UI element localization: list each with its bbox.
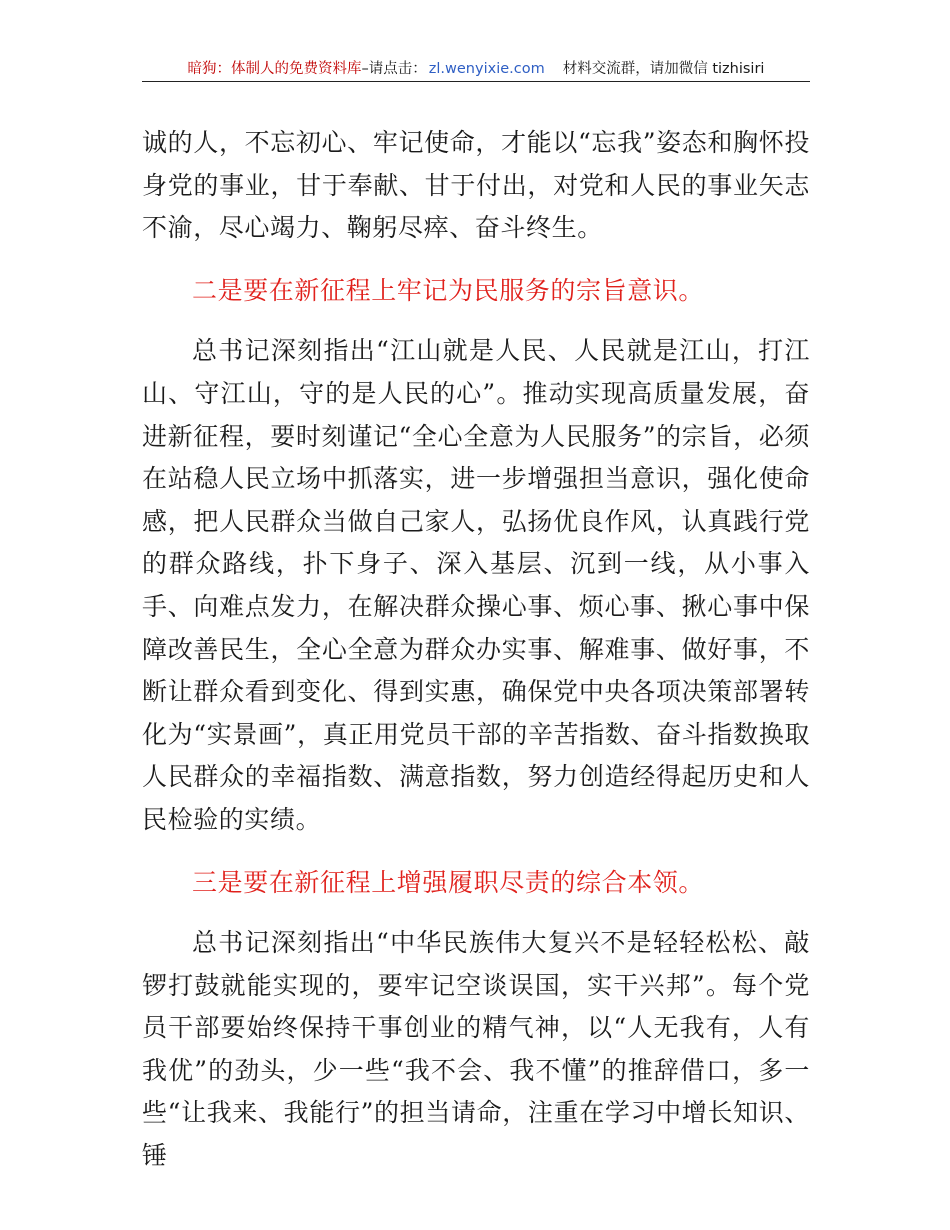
section-heading-2: 二是要在新征程上牢记为民服务的宗旨意识。 — [192, 275, 705, 305]
paragraph-section-2: 总书记深刻指出“江山就是人民、人民就是江山，打江山、守江山，守的是人民的心”。推动实现高质量发展，奋进新征程，要时刻谨记“全心全意为人民服务”的宗旨，必须在站稳人民立场中抓落实，进一步增强担当意识，强化使命感，把人民群众当做自己家人，弘扬优良作风，认真践行党的群众路线，扑下身子、深入基层、沉到一线，从小事入手、向难点发力，在解决群众操心事、烦心事、揪心事中保障改善民生，全心全意为群众办实事、解难事、做好事，不断让群众看到变化、得到实惠，确保党中央各项决策部署转化为“实景画”，真正用党员干部的辛苦指数、奋斗指数换取人民群众的幸福指数、满意指数，努力创造经得起历史和人民检验的实绩。 — [142, 336, 810, 834]
header-prompt: –请点击： — [361, 61, 427, 77]
page-header — [142, 58, 810, 80]
paragraph-section-3: 总书记深刻指出“中华民族伟大复兴不是轻轻松松、敲锣打鼓就能实现的，要牢记空谈误国，实干兴邦”。每个党员干部要始终保持干事创业的精气神，以“人无我有，人有我优”的劲头，少一些“我不会、我不懂”的推辞借口，多一些“让我来、我能行”的担当请命，注重在学习中增长知识、锤 — [142, 928, 810, 1171]
header-divider — [142, 81, 810, 82]
header-group-info: 材料交流群，请加微信 tizhisiri — [562, 61, 765, 77]
paragraph-continuation: 诚的人，不忘初心、牢记使命，才能以“忘我”姿态和胸怀投身党的事业，甘于奉献、甘于付出，对党和人民的事业矢志不渝，尽心竭力、鞠躬尽瘁、奋斗终生。 — [142, 128, 810, 243]
header-brand: 暗狗：体制人的免费资料库 — [187, 61, 362, 77]
document-body — [142, 122, 810, 1178]
section-heading-3: 三是要在新征程上增强履职尽责的综合本领。 — [192, 867, 705, 897]
header-link[interactable]: zl.wenyixie.com — [428, 61, 545, 77]
